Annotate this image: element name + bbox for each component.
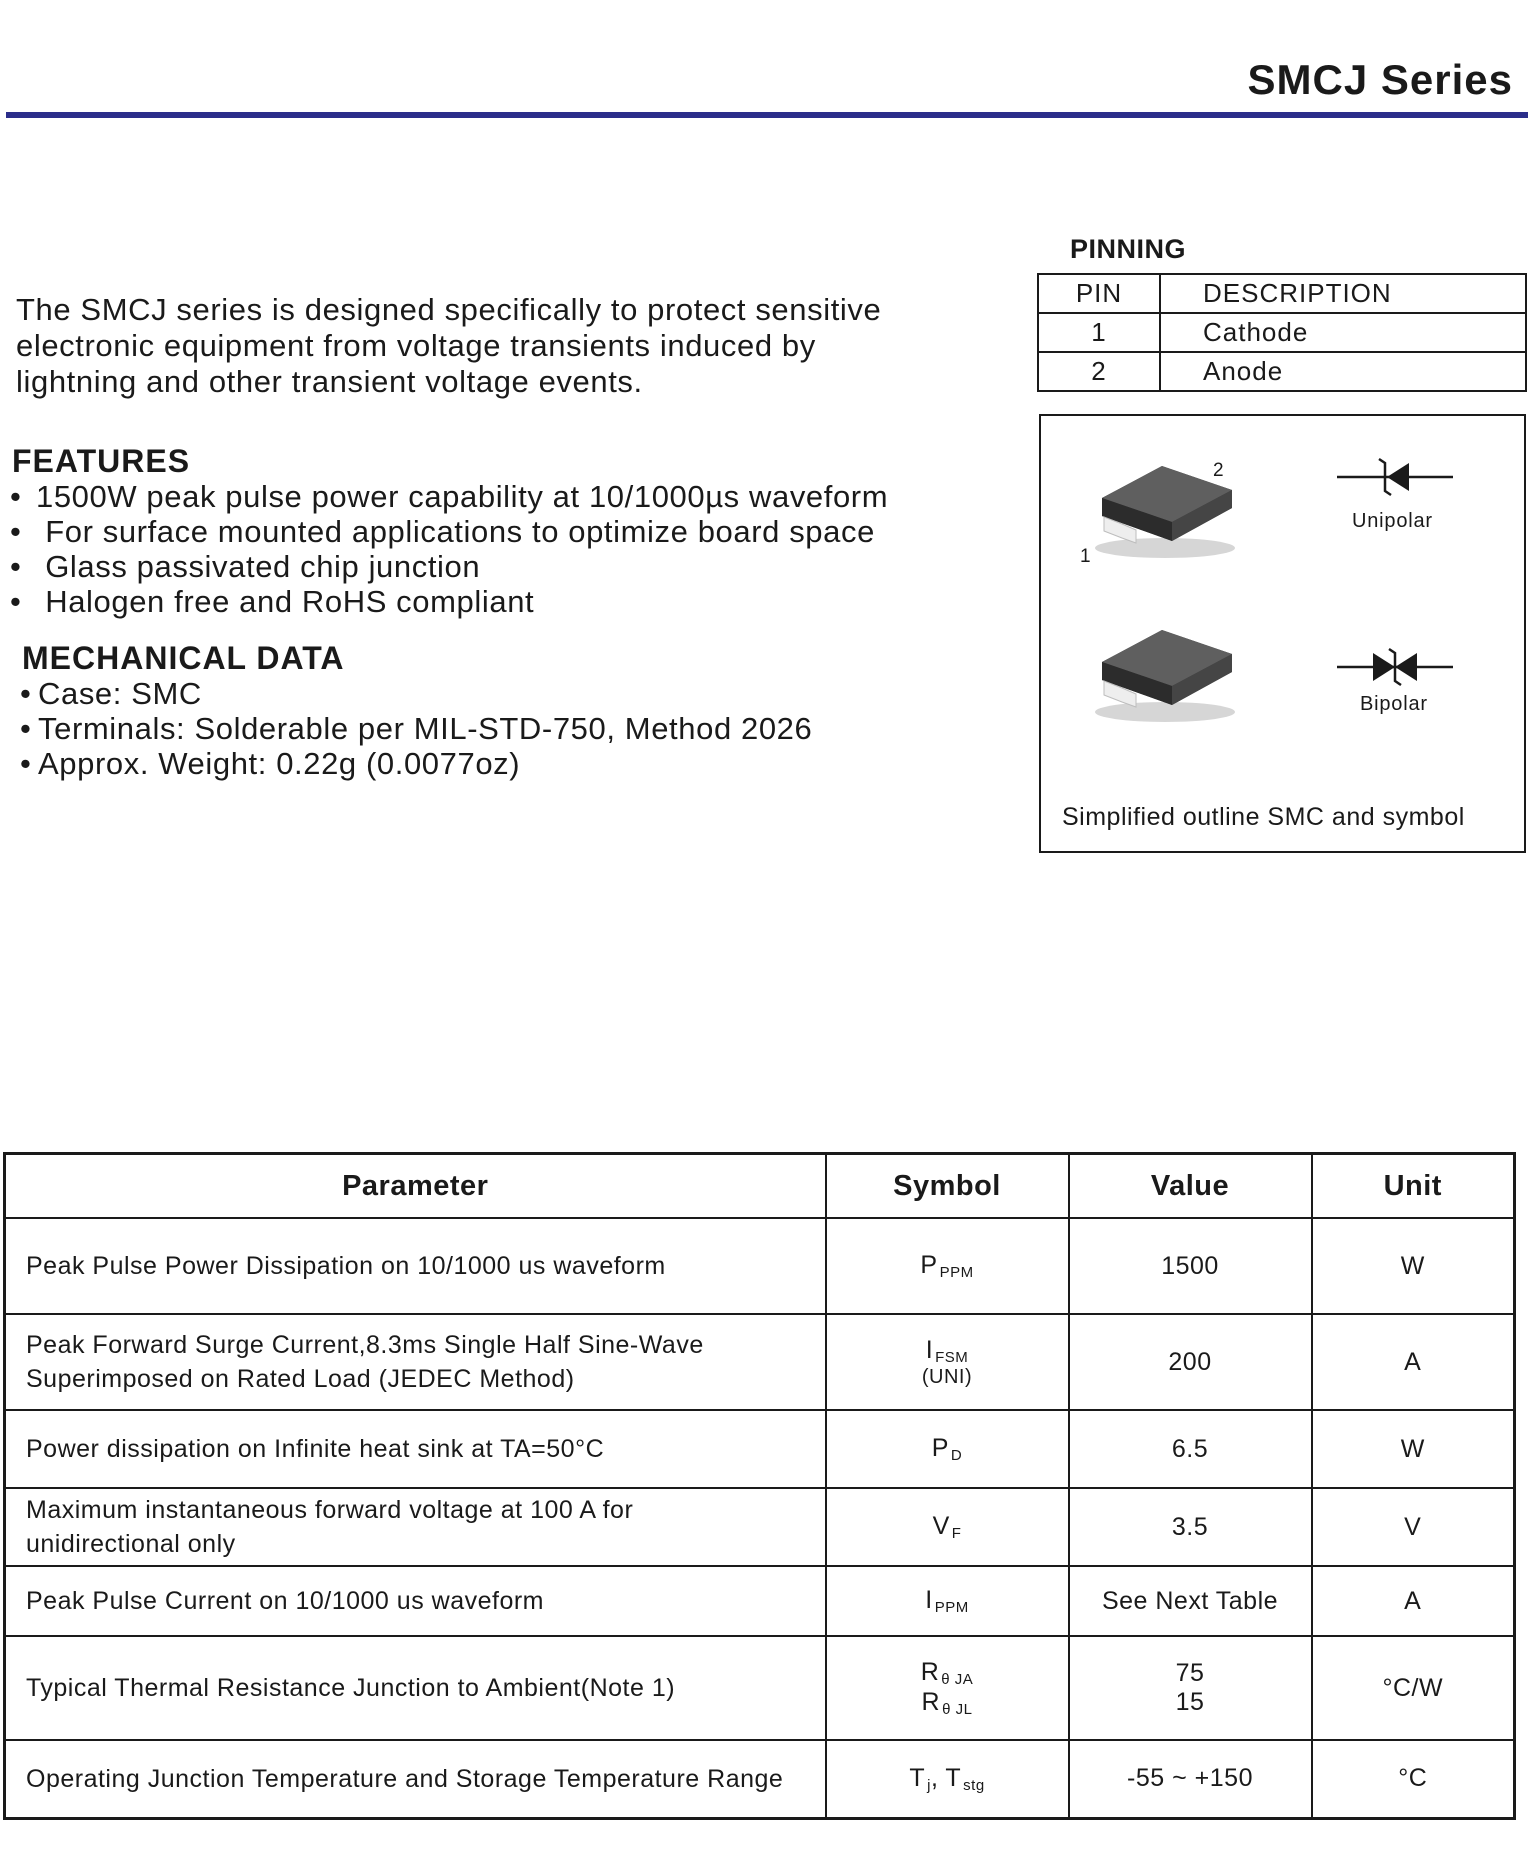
- value-header: Value: [1069, 1154, 1312, 1219]
- parameter-cell: [5, 1218, 826, 1314]
- symbol-subscript: j: [927, 1776, 931, 1794]
- parameter-text: Power dissipation on Infinite heat sink at TA=50°C: [26, 1435, 605, 1463]
- value-cell: [1069, 1488, 1312, 1566]
- mechanical-item: • Approx. Weight: 0.22g (0.0077oz): [20, 746, 521, 781]
- pin-header: PIN: [1038, 274, 1160, 313]
- unit-header: Unit: [1312, 1154, 1515, 1219]
- mechanical-text: Approx. Weight: 0.22g (0.0077oz): [38, 746, 521, 781]
- parameter-text: Peak Pulse Power Dissipation on 10/1000 us waveform: [26, 1252, 666, 1280]
- unit-text: W: [1400, 1251, 1425, 1280]
- pinning-heading: PINNING: [1070, 234, 1187, 264]
- parameter-text: Superimposed on Rated Load (JEDEC Method): [26, 1365, 575, 1393]
- intro-line: The SMCJ series is designed specifically to protect sensitive: [16, 292, 882, 327]
- symbol-cell: [826, 1218, 1069, 1314]
- smc-package-icon: [1090, 612, 1250, 727]
- unit-cell: [1312, 1218, 1515, 1314]
- parameter-cell: [5, 1566, 826, 1636]
- intro-paragraph: [16, 292, 966, 400]
- value-text: 1500: [1161, 1251, 1219, 1280]
- smc-package-icon: [1090, 448, 1250, 563]
- unit-text: W: [1400, 1434, 1425, 1463]
- value-cell: [1069, 1740, 1312, 1818]
- value-text: See Next Table: [1101, 1586, 1279, 1615]
- symbol-subscript: stg: [963, 1776, 985, 1794]
- symbol-text: I $_{FSM}$: [925, 1335, 969, 1366]
- feature-text: Glass passivated chip junction: [45, 549, 481, 584]
- symbol-subscript: θ JA: [941, 1671, 974, 1688]
- header-rule: [6, 112, 1528, 118]
- symbol-subscript: D: [950, 1447, 963, 1464]
- pin-description: Cathode: [1160, 313, 1526, 352]
- pinning-row: [1038, 313, 1526, 352]
- bipolar-label: Bipolar: [1360, 693, 1428, 715]
- value-text: 3.5: [1171, 1512, 1209, 1541]
- parameter-text: Maximum instantaneous forward voltage at 100 A for: [26, 1496, 634, 1524]
- pinning-table: [1037, 273, 1527, 392]
- pin2-label: 2: [1213, 460, 1224, 481]
- features-heading: FEATURES: [12, 443, 191, 479]
- symbol-subscript: FSM: [935, 1348, 969, 1366]
- unit-cell: [1312, 1636, 1515, 1740]
- unit-text: A: [1404, 1347, 1422, 1376]
- symbol-cell: [826, 1636, 1069, 1740]
- symbol-subscript: θ JL: [942, 1701, 973, 1718]
- symbol-text: R $_{\theta JL}$: [921, 1688, 973, 1718]
- value-text: 6.5: [1171, 1434, 1209, 1463]
- parameter-cell: [5, 1740, 826, 1818]
- value-cell: [1069, 1566, 1312, 1636]
- symbol-text: R $_{\theta JA}$: [920, 1658, 974, 1688]
- mechanical-item: • Terminals: Solderable per MIL-STD-750, Method 2026: [20, 711, 813, 746]
- outline-caption: Simplified outline SMC and symbol: [1062, 803, 1465, 831]
- symbol-cell: [826, 1566, 1069, 1636]
- unit-text: V: [1404, 1512, 1422, 1541]
- unit-cell: [1312, 1314, 1515, 1410]
- parameter-table-body: [5, 1218, 1515, 1818]
- table-row: [5, 1410, 1515, 1488]
- value-cell: [1069, 1410, 1312, 1488]
- intro-line: lightning and other transient voltage events.: [16, 364, 643, 399]
- symbol-cell: [826, 1740, 1069, 1818]
- parameter-table: [3, 1152, 1516, 1820]
- pinning-header-row: [1038, 274, 1526, 313]
- unit-text: A: [1404, 1586, 1422, 1615]
- symbol-note: (UNI): [921, 1365, 973, 1388]
- symbol-header: Symbol: [826, 1154, 1069, 1219]
- parameter-text: unidirectional only: [26, 1530, 236, 1558]
- value-cell: [1069, 1314, 1312, 1410]
- symbol-subscript: F: [951, 1525, 962, 1542]
- symbol-cell: [826, 1410, 1069, 1488]
- table-row: [5, 1566, 1515, 1636]
- unit-cell: [1312, 1488, 1515, 1566]
- parameter-text: Peak Forward Surge Current,8.3ms Single Half Sine-Wave: [26, 1331, 704, 1359]
- value-text: 15: [1175, 1688, 1205, 1716]
- symbol-subscript: PPM: [939, 1264, 974, 1281]
- unit-text: °C/W: [1382, 1673, 1444, 1702]
- pin-description: Anode: [1160, 352, 1526, 391]
- intro-line: electronic equipment from voltage transients induced by: [16, 328, 816, 363]
- unipolar-label: Unipolar: [1352, 510, 1433, 532]
- feature-text: 1500W peak pulse power capability at 10/1000µs waveform: [36, 479, 889, 514]
- feature-text: For surface mounted applications to optimize board space: [45, 514, 875, 549]
- value-cell: [1069, 1218, 1312, 1314]
- feature-item: • 1500W peak pulse power capability at 10/1000µs waveform: [10, 479, 889, 514]
- table-row: [5, 1314, 1515, 1410]
- pinning-row: [1038, 352, 1526, 391]
- parameter-text: Peak Pulse Current on 10/1000 us waveform: [26, 1587, 544, 1615]
- unipolar-tvs-symbol-icon: [1335, 455, 1455, 499]
- feature-item: • For surface mounted applications to optimize board space: [10, 514, 875, 549]
- table-row: [5, 1636, 1515, 1740]
- parameter-text: Operating Junction Temperature and Storage Temperature Range: [26, 1764, 784, 1793]
- unit-cell: [1312, 1410, 1515, 1488]
- symbol-text: I $_{PPM}$: [925, 1586, 969, 1616]
- symbol-cell: [826, 1314, 1069, 1410]
- series-title: SMCJ Series: [1247, 56, 1513, 103]
- value-text: -55 ~ +150: [1127, 1764, 1253, 1793]
- table-row: [5, 1218, 1515, 1314]
- unit-cell: [1312, 1740, 1515, 1818]
- mechanical-item: • Case: SMC: [20, 676, 202, 711]
- feature-item: • Halogen free and RoHS compliant: [10, 584, 535, 619]
- symbol-text: T $_j$, T $_{stg}$: [909, 1763, 985, 1794]
- value-text: 200: [1168, 1347, 1212, 1376]
- parameter-cell: [5, 1410, 826, 1488]
- mechanical-text: Case: SMC: [38, 676, 202, 711]
- pin-number: 2: [1038, 352, 1160, 391]
- bipolar-tvs-symbol-icon: [1335, 645, 1455, 689]
- pin1-label: 1: [1080, 546, 1091, 567]
- symbol-subscript: PPM: [934, 1599, 969, 1616]
- symbol-text: P $_{PPM}$: [920, 1251, 974, 1281]
- feature-text: Halogen free and RoHS compliant: [45, 584, 535, 619]
- mechanical-text: Terminals: Solderable per MIL-STD-750, Method 2026: [38, 711, 813, 746]
- description-header: DESCRIPTION: [1160, 274, 1526, 313]
- symbol-text: P $_D$: [931, 1434, 963, 1464]
- table-row: [5, 1488, 1515, 1566]
- feature-item: • Glass passivated chip junction: [10, 549, 481, 584]
- table-row: [5, 1740, 1515, 1818]
- parameter-cell: [5, 1636, 826, 1740]
- unit-cell: [1312, 1566, 1515, 1636]
- symbol-text: V $_F$: [932, 1512, 962, 1542]
- mechanical-heading: MECHANICAL DATA: [22, 640, 345, 676]
- parameter-header-row: [5, 1154, 1515, 1219]
- parameter-cell: [5, 1314, 826, 1410]
- parameter-cell: [5, 1488, 826, 1566]
- parameter-header: Parameter: [5, 1154, 826, 1219]
- pin-number: 1: [1038, 313, 1160, 352]
- parameter-text: Typical Thermal Resistance Junction to Ambient(Note 1): [26, 1674, 676, 1702]
- value-text: 75: [1175, 1659, 1205, 1687]
- unit-text: °C: [1398, 1764, 1428, 1793]
- value-cell: [1069, 1636, 1312, 1740]
- symbol-cell: [826, 1488, 1069, 1566]
